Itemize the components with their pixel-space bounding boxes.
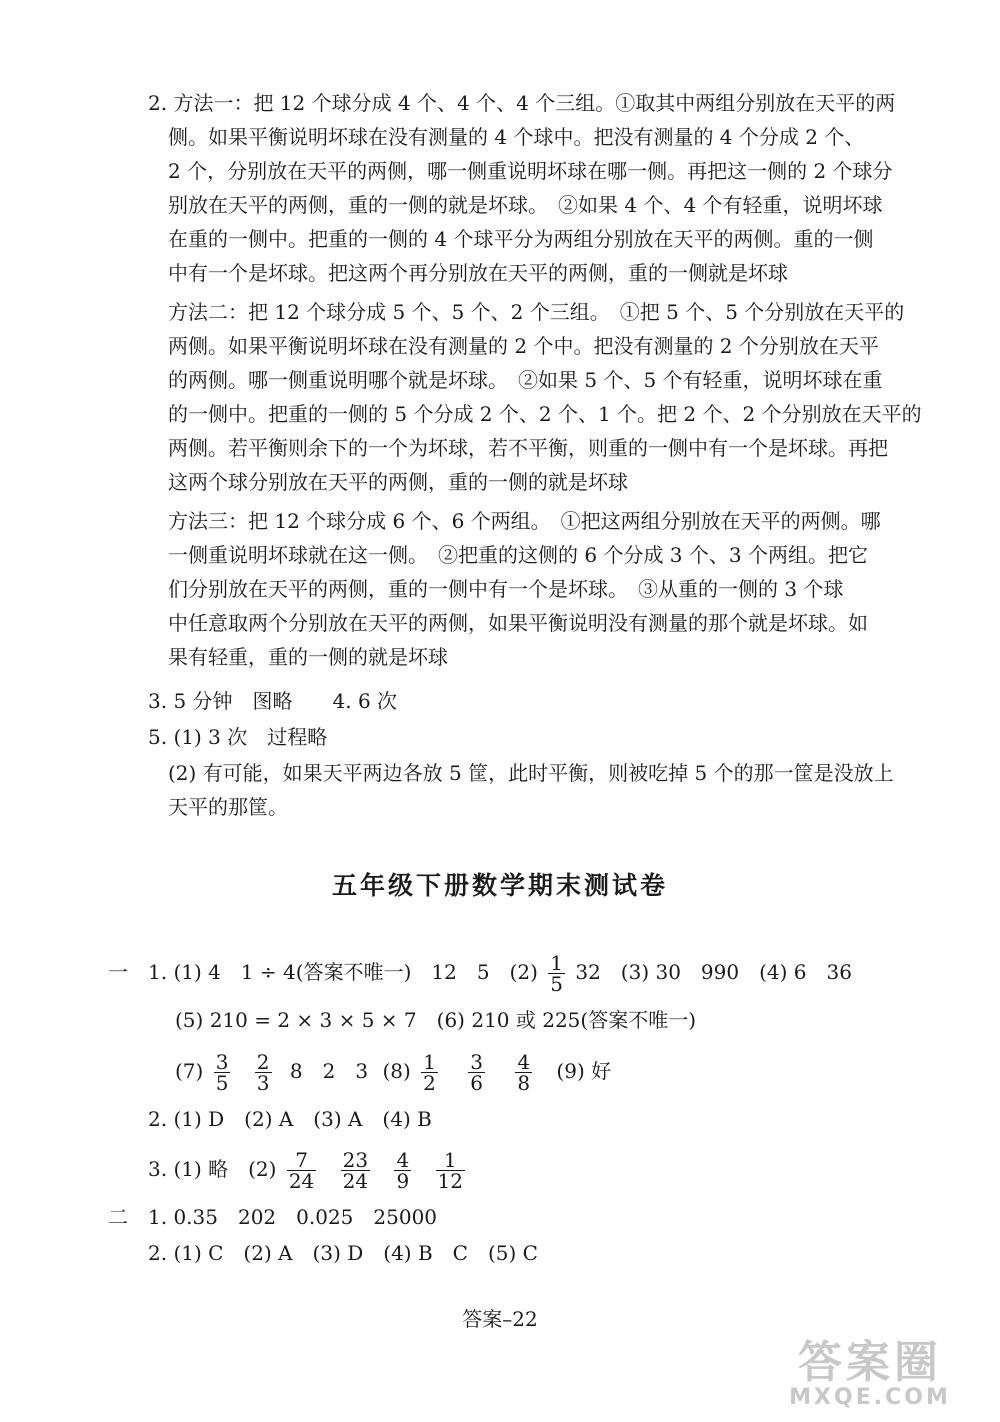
- fraction: [548, 953, 565, 994]
- exam-q2: 2. (1) D (2) A (3) A (4) B: [148, 1107, 432, 1131]
- denominator: 9: [396, 1169, 410, 1193]
- fraction: [287, 1150, 316, 1191]
- denominator: 24: [288, 1169, 315, 1193]
- answer-line: 2. 方法一：把 12 个球分成 4 个、4 个、4 个三组。①取其中两组分别放在天平的两: [148, 91, 896, 115]
- fraction: [341, 1150, 370, 1191]
- answer-line: 5. (1) 3 次 过程略: [148, 725, 328, 749]
- answer-line: 在重的一侧中。把重的一侧的 4 个球平分为两组分别放在天平的两侧。重的一侧: [168, 227, 874, 251]
- fraction: [255, 1052, 272, 1093]
- page-number: 答案–22: [462, 1307, 538, 1331]
- fraction: [436, 1150, 465, 1191]
- numerator: 7: [287, 1150, 316, 1171]
- watermark-url: MXQE.COM: [789, 1385, 951, 1410]
- denominator: 3: [256, 1071, 270, 1095]
- exam-text: (7): [175, 1059, 204, 1083]
- answer-line: 中任意取两个分别放在天平的两侧，如果平衡说明没有测量的那个就是坏球。如: [168, 611, 868, 635]
- answer-line: 果有轻重，重的一侧的就是坏球: [168, 645, 448, 669]
- numerator: 1: [550, 951, 563, 975]
- denominator: 2: [423, 1071, 436, 1095]
- fraction: [515, 1052, 532, 1093]
- exam-text: 32 (3) 30 990 (4) 6 36: [575, 960, 852, 984]
- fraction: [214, 1052, 231, 1093]
- answer-line: 3. 5 分钟 图略 4. 6 次: [148, 689, 398, 713]
- denominator: 5: [550, 972, 563, 996]
- answer-line: 的两侧。哪一侧重说明哪个就是坏球。 ②如果 5 个、5 个有轻重，说明坏球在重: [168, 368, 883, 392]
- exam-section2-q1: 二 1. 0.35 202 0.025 25000: [108, 1205, 438, 1229]
- answer-line: 中有一个是坏球。把这两个再分别放在天平的两侧，重的一侧就是坏球: [168, 261, 788, 285]
- exam-section2-q2: 2. (1) C (2) A (3) D (4) B C (5) C: [148, 1241, 538, 1265]
- exam-text: 一 1. (1) 4 1 ÷ 4(答案不唯一) 12 5 (2): [108, 960, 538, 984]
- numerator: 1: [423, 1050, 436, 1074]
- answer-line: 这两个球分别放在天平的两侧，重的一侧的就是坏球: [168, 470, 628, 494]
- fraction: [468, 1052, 485, 1093]
- answer-line: 一侧重说明坏球就在这一侧。 ②把重的这侧的 6 个分成 3 个、3 个两组。把它: [168, 543, 868, 567]
- exam-q3: [148, 1150, 469, 1191]
- watermark-logo: [750, 1337, 990, 1412]
- answer-line: 侧。如果平衡说明坏球在没有测量的 4 个球中。把没有测量的 4 个分成 2 个、: [168, 125, 865, 149]
- denominator: 6: [470, 1071, 483, 1095]
- answer-line: (2) 有可能，如果天平两边各放 5 筐，此时平衡，则被吃掉 5 个的那一筐是没放上: [168, 761, 894, 785]
- answer-line: 方法三：把 12 个球分成 6 个、6 个两组。 ①把这两组分别放在天平的两侧。哪: [168, 509, 881, 533]
- numerator: 4: [517, 1050, 531, 1074]
- exam-q1-line2: (5) 210 = 2 × 3 × 5 × 7 (6) 210 或 225(答案不唯一): [175, 1008, 697, 1032]
- numerator: 2: [256, 1050, 270, 1074]
- numerator: 4: [396, 1148, 410, 1172]
- denominator: 12: [437, 1169, 463, 1193]
- numerator: 23: [342, 1148, 369, 1172]
- answer-line: 2 个，分别放在天平的两侧，哪一侧重说明坏球在哪一侧。再把这一侧的 2 个球分: [168, 159, 893, 183]
- numerator: 3: [215, 1050, 229, 1074]
- denominator: 5: [215, 1071, 229, 1095]
- exam-text: 3. (1) 略 (2): [148, 1157, 277, 1181]
- exam-q1-line1: [108, 953, 852, 994]
- numerator: 1: [436, 1150, 465, 1171]
- exam-text: 8 2 3: [289, 1059, 369, 1083]
- watermark-text: 答案圈: [798, 1337, 942, 1388]
- exam-text: (8): [382, 1059, 411, 1083]
- section-title: 五年级下册数学期末测试卷: [331, 871, 668, 900]
- answer-line: 天平的那筐。: [168, 795, 288, 819]
- denominator: 24: [342, 1169, 369, 1193]
- answer-line: 两侧。如果平衡说明坏球在没有测量的 2 个中。把没有测量的 2 个分别放在天平: [168, 334, 879, 358]
- answer-line: 们分别放在天平的两侧，重的一侧中有一个是坏球。 ③从重的一侧的 3 个球: [168, 577, 844, 601]
- fraction: [421, 1052, 438, 1093]
- answer-line: 方法二：把 12 个球分成 5 个、5 个、2 个三组。 ①把 5 个、5 个分别放在天平的: [168, 300, 905, 324]
- answer-line: 别放在天平的两侧，重的一侧的就是坏球。 ②如果 4 个、4 个有轻重，说明坏球: [168, 193, 883, 217]
- exam-q1-line3: [175, 1052, 611, 1093]
- exam-text: (9) 好: [556, 1059, 612, 1083]
- denominator: 8: [517, 1071, 531, 1095]
- answer-line: 两侧。若平衡则余下的一个为坏球，若不平衡，则重的一侧中有一个是坏球。再把: [168, 436, 888, 460]
- numerator: 3: [470, 1050, 483, 1074]
- fraction: [394, 1150, 411, 1191]
- answer-line: 的一侧中。把重的一侧的 5 个分成 2 个、2 个、1 个。把 2 个、2 个分别放在天平的: [168, 402, 922, 426]
